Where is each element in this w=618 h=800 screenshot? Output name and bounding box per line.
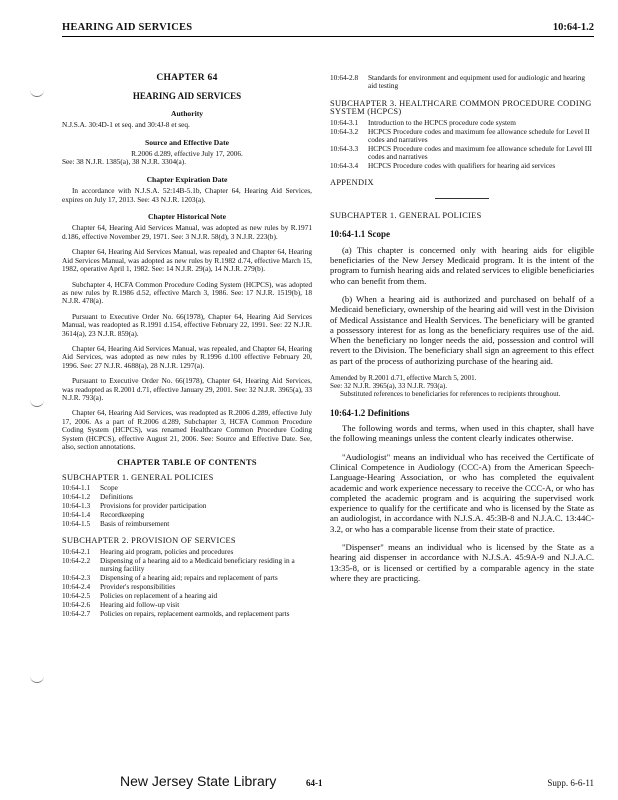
history-note: Chapter 64, Hearing Aid Services Manual, was repealed, and Chapter 64, Hearing Aid Services, was adopted as new rules by R.1996 d.100 effective February 20, 1996. See: 27 N.J.R. 4688(a), 28 N.J.R. 1297(a). xyxy=(62,343,312,370)
toc-row: 10:64-2.6 Hearing aid follow-up visit xyxy=(62,599,180,609)
toc-row: 10:64-1.2 Definitions xyxy=(62,492,133,502)
toc-subchapter-2: SUBCHAPTER 2. PROVISION OF SERVICES xyxy=(62,536,236,546)
chapter-number: CHAPTER 64 xyxy=(156,73,218,83)
toc-row: 10:64-2.3 Dispensing of a hearing aid; repairs and replacement of parts xyxy=(62,572,278,582)
toc-row: 10:64-2.7 Policies on repairs, replacement earmolds, and replacement parts xyxy=(62,608,290,618)
toc-appendix: APPENDIX xyxy=(330,177,374,187)
margin-mark xyxy=(30,86,44,97)
header-title: HEARING AID SERVICES xyxy=(62,22,193,33)
header-section-number: 10:64-1.2 xyxy=(552,22,594,33)
toc-row: 10:64-3.2 HCPCS Procedure codes and maximum fee allowance schedule for Level II codes and narratives xyxy=(330,126,590,144)
history-note: Chapter 64, Hearing Aid Services Manual, was repealed and Chapter 64, Hearing Aid Services Manual, was adopted as new rules by R.1982 d.74, effective March 15, 1982, operative April 1, 1982. See: 14 N.J.R. 29(a), 14 N.J.R. 279(b). xyxy=(62,247,312,274)
toc-row: 10:64-2.5 Policies on replacement of a hearing aid xyxy=(62,590,218,600)
source-line: R.2006 d.289, effective July 17, 2006. xyxy=(131,149,243,159)
toc-heading: CHAPTER TABLE OF CONTENTS xyxy=(117,458,257,468)
expiration-text: In accordance with N.J.S.A. 52:14B-5.1b, Chapter 64, Hearing Aid Services, expires on July 17, 2013. See: 43 N.J.R. 1203(a). xyxy=(62,186,312,204)
toc-subchapter-1: SUBCHAPTER 1. GENERAL POLICIES xyxy=(62,472,214,482)
definitions-intro: The following words and terms, when used in this chapter, shall have the following meanings unless the content clearly indicates otherwise. xyxy=(330,423,594,444)
toc-row: 10:64-3.3 HCPCS Procedure codes and maximum fee allowance schedule for Level III codes and narratives xyxy=(330,143,593,162)
toc-subchapter-3: SUBCHAPTER 3. HEALTHCARE COMMON PROCEDURE CODING SYSTEM (HCPCS) xyxy=(330,98,592,117)
margin-mark xyxy=(30,672,44,683)
toc-row: 10:64-1.4 Recordkeeping xyxy=(62,509,145,519)
section-heading-scope: 10:64-1.1 Scope xyxy=(330,229,390,240)
source-heading: Source and Effective Date xyxy=(144,137,229,147)
supplement-date: Supp. 6-6-11 xyxy=(547,778,594,788)
section-divider xyxy=(435,198,489,199)
toc-row: 10:64-1.5 Basis of reimbursement xyxy=(62,518,170,528)
left-column xyxy=(62,74,312,618)
authority-heading: Authority xyxy=(170,108,204,118)
scope-paragraph-b: (b) When a hearing aid is authorized and purchased on behalf of a Medicaid beneficiary, ownership of the hearing aid will vest in the Division of Medical Assistance and Health Services. The beneficiary will be granted a possessory interest for as long as the beneficiary requires use of the aid. When the beneficiary no longer needs the aid, possession and control will revert to the Division. The beneficiary shall sign an agreement to this effect as part of the process of authorizing purchase of the hearing aid. xyxy=(330,293,594,366)
definition-dispenser: "Dispenser" means an individual who is licensed by the State as a hearing aid dispenser in accordance with N.J.S.A. 45:9A-9 and N.J.A.C. 13:35-8, or is licensed or certified by a comparable agency in the state where they are practicing. xyxy=(330,542,594,583)
history-note: Pursuant to Executive Order No. 66(1978), Chapter 64, Hearing Aid Services, was readopted as R.2001 d.71, effective January 29, 2001. See: 32 N.J.R. 3965(a), 33 N.J.R. 793(a). xyxy=(62,376,312,402)
history-note: Chapter 64, Hearing Aid Services, was readopted as R.2006 d.289, effective July 17, 2006. As a part of R.2006 d.289, Subchapter 3, HCFA Common Procedure Coding System (HCPCS), was renamed Healthcare Common Procedure Coding System (HCPCS), effective August 21, 2006. See: Source and Effective Date. See, also, section annotations. xyxy=(62,408,312,451)
right-column xyxy=(330,74,594,591)
history-heading: Chapter Historical Note xyxy=(148,212,226,222)
history-note: Pursuant to Executive Order No. 66(1978), Chapter 64, Hearing Aid Services Manual, was readopted as R.1991 d.154, effective February 22, 1991. See: 22 N.J.R. 3614(a), 23 N.J.R. 859(a). xyxy=(62,311,312,338)
chapter-title: HEARING AID SERVICES xyxy=(132,91,242,102)
source-line: See: 38 N.J.R. 1385(a), 38 N.J.R. 3304(a). xyxy=(62,157,187,167)
amendment-note: Amended by R.2001 d.71, effective March 5, 2001. xyxy=(330,374,477,383)
expiration-heading: Chapter Expiration Date xyxy=(146,174,228,184)
library-stamp: New Jersey State Library xyxy=(120,773,277,789)
toc-row: 10:64-1.3 Provisions for provider participation xyxy=(62,501,207,511)
amendment-note: See: 32 N.J.R. 3965(a), 33 N.J.R. 793(a). xyxy=(330,382,448,391)
section-heading-definitions: 10:64-1.2 Definitions xyxy=(330,407,410,418)
toc-row: 10:64-2.8 Standards for environment and equipment used for audiologic and hearing aid testing xyxy=(330,73,586,91)
scope-paragraph-a: (a) This chapter is concerned only with hearing aids for eligible beneficiaries of the New Jersey Medicaid program. It is the intent of the program to furnish hearing aids and related services to eligible beneficiaries who can benefit from them. xyxy=(330,244,594,286)
authority-text: N.J.S.A. 30:4D-1 et seq. and 30:4J-8 et seq. xyxy=(62,120,190,130)
page-footer xyxy=(62,775,594,791)
margin-mark xyxy=(30,396,44,407)
definition-audiologist: "Audiologist" means an individual who has received the Certificate of Clinical Competence in Audiology (CCC-A) from the American Speech-Language-Hearing Association, or who has completed the equivalent academic and work experience necessary to receive the CCC-A, or who has completed the academic program and is acquiring the supervised work experience to qualify for the certificate and who is licensed by the State as an audiologist, in accordance with N.J.S.A. 45:3B-8 and N.J.A.C. 13:44C-3.2, or who has a comparable license from their state of practice. xyxy=(330,451,594,534)
toc-row: 10:64-1.1 Scope xyxy=(62,483,118,493)
running-header xyxy=(62,20,594,37)
history-note: Subchapter 4, HCFA Common Procedure Coding System (HCPCS), was adopted as new rules by R.1986 d.52, effective March 3, 1986. See: 17 N.J.R. 1519(b), 18 N.J.R. 478(a). xyxy=(62,279,312,306)
amendment-note: Substituted references to beneficiaries for references to recipients throughout. xyxy=(340,390,561,399)
page-number: 64-1 xyxy=(306,778,323,788)
toc-row: 10:64-2.4 Provider's responsibilities xyxy=(62,581,176,591)
subchapter-1-heading: SUBCHAPTER 1. GENERAL POLICIES xyxy=(330,210,482,220)
toc-row: 10:64-3.1 Introduction to the HCPCS procedure code system xyxy=(330,117,516,127)
history-note: Chapter 64, Hearing Aid Services Manual, was adopted as new rules by R.1971 d.186, effective November 29, 1971. See: 3 N.J.R. 58(d), 3 N.J.R. 223(b). xyxy=(62,223,312,241)
toc-row: 10:64-3.4 HCPCS Procedure codes with qualifiers for hearing aid services xyxy=(330,161,556,171)
toc-row: 10:64-2.2 Dispensing of a hearing aid to a Medicaid beneficiary residing in a nursing facility xyxy=(62,555,295,573)
toc-row: 10:64-2.1 Hearing aid program, policies and procedures xyxy=(62,546,234,556)
